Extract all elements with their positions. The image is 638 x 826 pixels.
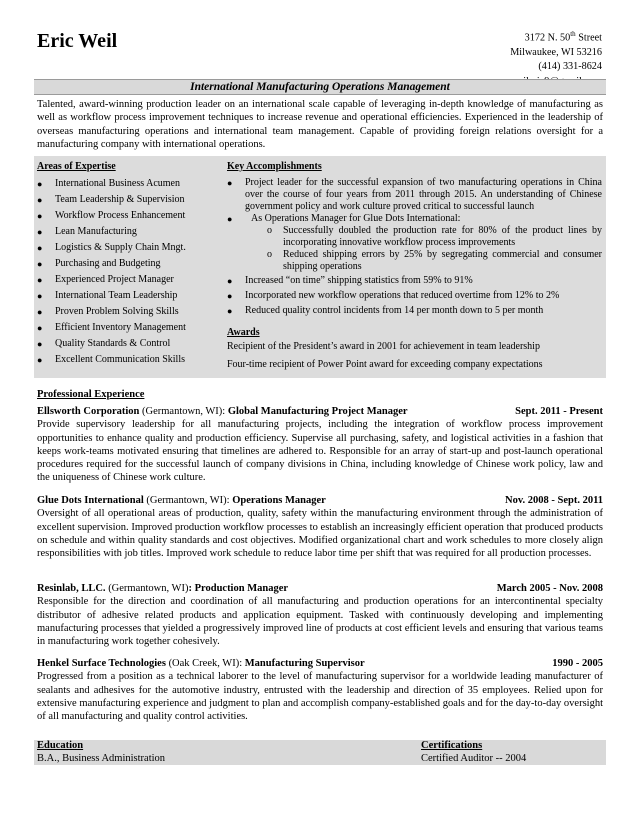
job-dates: 1990 - 2005 — [552, 658, 603, 669]
accomplishments-title: Key Accomplishments — [227, 161, 322, 172]
bullet-icon: ● — [227, 276, 233, 286]
phone-number: (414) 331-8624 — [538, 61, 602, 73]
bullet-icon: ● — [37, 339, 43, 349]
city-line: Milwaukee, WI 53216 — [510, 46, 602, 58]
bullet-icon: ● — [227, 306, 233, 316]
circle-bullet-icon: o — [267, 249, 272, 260]
award-line: Recipient of the President’s award in 2001 for achievement in team leadership — [227, 341, 540, 352]
candidate-name: Eric Weil — [37, 30, 118, 52]
expertise-item: ● Logistics & Supply Chain Mngt. — [37, 240, 217, 256]
job-entry — [37, 582, 603, 648]
accomplishment-item: ● As Operations Manager for Glue Dots International: — [227, 213, 461, 224]
accomplishment-subitem: o Reduced shipping errors by 25% by segregating commercial and consumer shipping operations — [267, 249, 602, 272]
bullet-icon: ● — [37, 227, 43, 237]
bullet-icon: ● — [37, 211, 43, 221]
job-description: Oversight of all operational areas of production, quality, safety within the manufacturing environment through the administration of excellent supervision. Improved production workflow processes to establish an increasingly efficient operation that produced products on schedule and within quality standards and cost objectives. Modified organizational chart and work schedules to more closely align responsibilities with job titles. Improved work schedule to reduce labor time per shift that was required for all production processes. — [37, 508, 603, 559]
job-entry — [37, 657, 603, 723]
bullet-icon: ● — [227, 214, 233, 224]
job-description: Provide supervisory leadership for all manufacturing projects, including the integration of workflow process improvement opportunities to enhance quality and production efficiency. Supervise all purchasing, safety, and logistical activities in a fashion that keeps work-teams motivated ensuring that timelines are adhered to. Responsible for an array of start-up and post-launch operational procedures required for the successful launch of company divisions in China, including knowledge of Chinese work policy, law and the uniqueness of Chinese work culture. — [37, 419, 603, 483]
bullet-icon: ● — [37, 195, 43, 205]
job-header: Ellsworth Corporation (Germantown, WI): Global Manufacturing Project Manager Sept. 2011 - Present — [37, 406, 603, 417]
bullet-icon: ● — [227, 291, 233, 301]
education-block — [37, 740, 165, 765]
summary-paragraph: Talented, award-winning production leader on an international scale capable of leveraging in-depth knowledge of manufacturing as well as workflow process improvement techniques to increase revenue and operational efficiencies. Experienced in the leadership of overseas manufacturing operations and international team management. Capable of providing foreign relations oversight for a manufacturing company with international operations. — [37, 99, 603, 151]
job-entry — [37, 494, 603, 560]
expertise-item: ● Experienced Project Manager — [37, 272, 217, 288]
job-header: Henkel Surface Technologies (Oak Creek, WI): Manufacturing Supervisor 1990 - 2005 — [37, 658, 603, 669]
accomplishment-item: ● Incorporated new workflow operations that reduced overtime from 12% to 2% — [227, 290, 560, 301]
expertise-list — [37, 176, 217, 368]
job-description: Progressed from a position as a technical laborer to the level of manufacturing supervisor for a worldwide leading manufacturer of sealants and adhesives for the automotive industry, entrusted with the leadership and direction of 35 employees. Relied upon for extensive manufacturing experience and judgment to plan and accomplish company-established goals and for the day-to-day oversight of all manufacturing and quality control activities. — [37, 671, 603, 722]
accomplishment-item: ● Reduced quality control incidents from 14 per month down to 5 per month — [227, 305, 544, 316]
experience-title: Professional Experience — [37, 389, 145, 400]
street-address: 3172 N. 50th Street — [524, 30, 602, 44]
expertise-item: ● Lean Manufacturing — [37, 224, 217, 240]
accomplishments-column — [227, 160, 602, 372]
expertise-item: ● International Team Leadership — [37, 288, 217, 304]
expertise-item: ● Workflow Process Enhancement — [37, 208, 217, 224]
job-dates: Nov. 2008 - Sept. 2011 — [504, 495, 603, 506]
award-line: Four-time recipient of Power Point award for exceeding company expectations — [227, 359, 543, 370]
degree-text: B.A., Business Administration — [37, 752, 166, 764]
job-header: Resinlab, LLC. (Germantown, WI): Production Manager March 2005 - Nov. 2008 — [37, 583, 603, 594]
accomplishment-subitem: o Successfully doubled the production rate for 80% of the product lines by incorporating innovative workflow process improvements — [267, 225, 602, 248]
bullet-icon: ● — [227, 178, 233, 188]
expertise-item: ● Proven Problem Solving Skills — [37, 304, 217, 320]
expertise-title: Areas of Expertise — [37, 161, 116, 172]
expertise-column — [37, 160, 217, 368]
job-dates: March 2005 - Nov. 2008 — [496, 583, 603, 594]
job-entry — [37, 405, 603, 484]
certifications-title: Certifications — [421, 740, 483, 751]
bullet-icon: ● — [37, 307, 43, 317]
certification-text: Certified Auditor -- 2004 — [421, 752, 527, 764]
bullet-icon: ● — [37, 275, 43, 285]
expertise-item: ● International Business Acumen — [37, 176, 217, 192]
expertise-item: ● Quality Standards & Control — [37, 336, 217, 352]
expertise-item: ● Excellent Communication Skills — [37, 352, 217, 368]
education-title: Education — [37, 740, 84, 751]
job-header: Glue Dots International (Germantown, WI): Operations Manager Nov. 2008 - Sept. 2011 — [37, 495, 603, 506]
headline-banner: International Manufacturing Operations Management — [34, 79, 606, 95]
job-dates: Sept. 2011 - Present — [515, 406, 603, 417]
bullet-icon: ● — [37, 355, 43, 365]
expertise-item: ● Team Leadership & Supervision — [37, 192, 217, 208]
bullet-icon: ● — [37, 243, 43, 253]
awards-title: Awards — [227, 327, 260, 338]
bullet-icon: ● — [37, 323, 43, 333]
expertise-item: ● Efficient Inventory Management — [37, 320, 217, 336]
expertise-item: ● Purchasing and Budgeting — [37, 256, 217, 272]
bullet-icon: ● — [37, 259, 43, 269]
bullet-icon: ● — [37, 291, 43, 301]
accomplishment-item: ● Project leader for the successful expansion of two manufacturing operations in China over the course of four years from 2011 through 2015. An understanding of Chinese government policy and work culture proved critical to successful launch — [227, 177, 602, 212]
accomplishment-item: ● Increased “on time” shipping statistics from 59% to 91% — [227, 275, 473, 286]
bullet-icon: ● — [37, 179, 43, 189]
certifications-block — [421, 740, 526, 765]
job-description: Responsible for the direction and coordination of all manufacturing and production operations for an intercontinental specialty distributor of adhesive related products and application equipment. Tasked with continuously developing and implementing manufacturing processes that yielded a progressively improved line of products at cost efficient levels and ensuring that various teams in manufacturing work together cohesively. — [37, 596, 603, 647]
circle-bullet-icon: o — [267, 225, 272, 236]
